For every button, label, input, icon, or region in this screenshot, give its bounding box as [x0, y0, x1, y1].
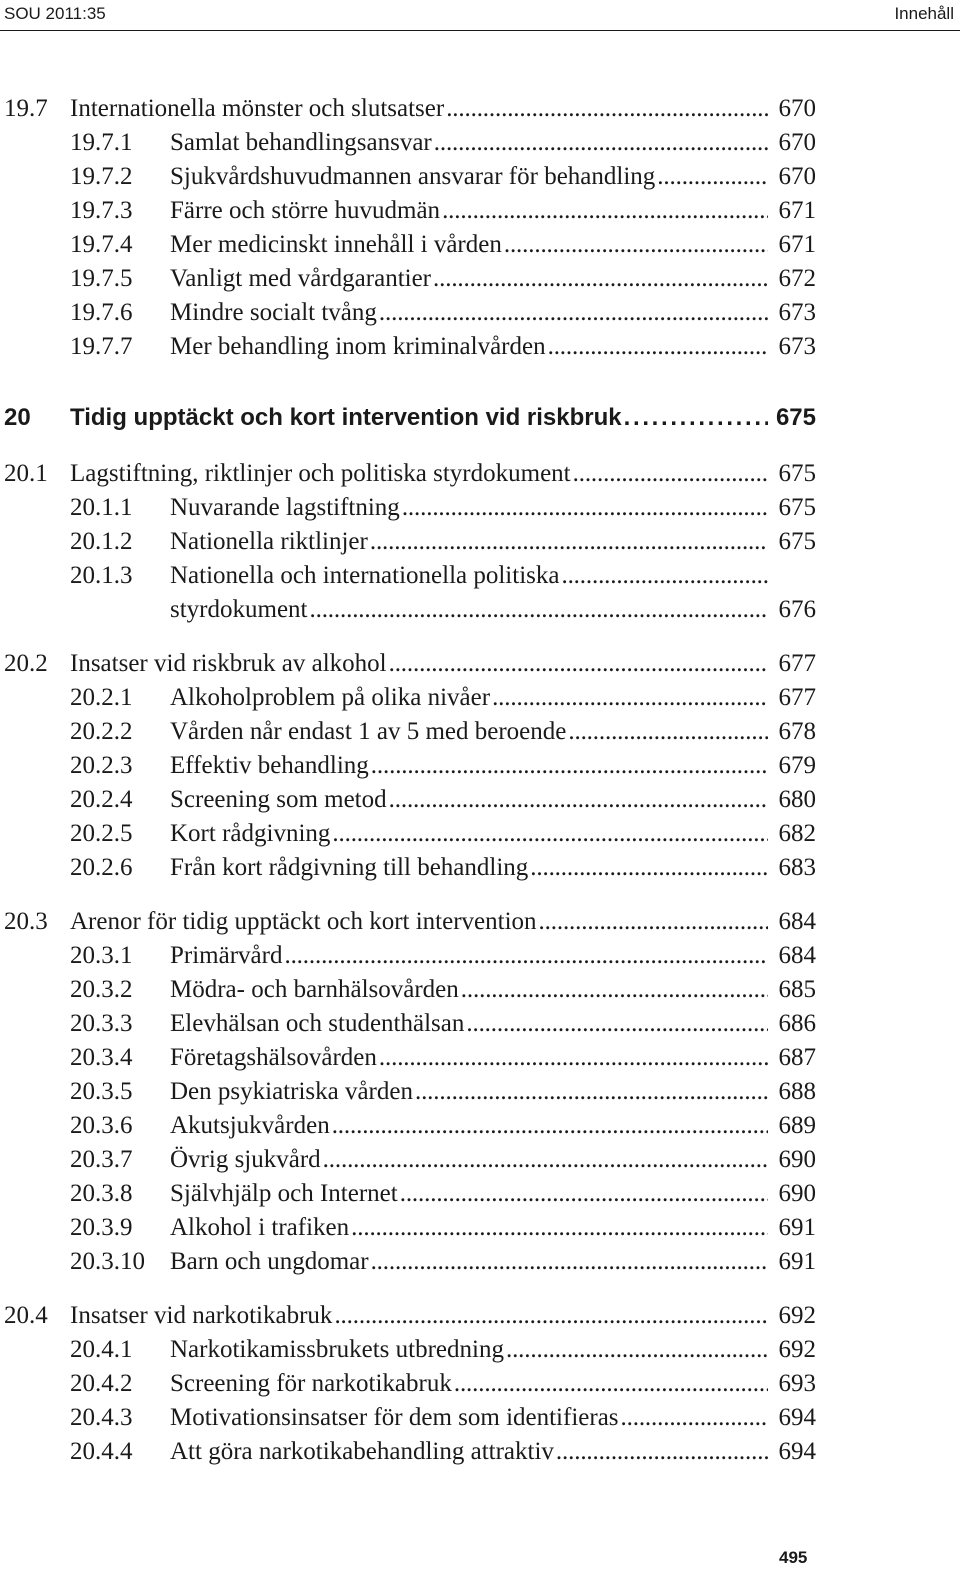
- toc-entry-title: Internationella mönster och slutsatser: [70, 95, 445, 122]
- toc-entry-number: 20.4: [4, 1302, 48, 1329]
- toc-entry-title: Självhjälp och Internet: [170, 1180, 398, 1207]
- toc-entry-number: 19.7.6: [70, 299, 133, 326]
- toc-entry: [0, 331, 816, 363]
- toc-entry-number: 20.4.3: [70, 1404, 133, 1431]
- toc-entry-line: [170, 526, 816, 558]
- toc-entry-line: [70, 1300, 816, 1332]
- toc-entry-number: 20.1.2: [70, 528, 133, 555]
- toc-entry-page: 675: [778, 494, 816, 521]
- toc-entry: [0, 784, 816, 816]
- toc-entry-line: [170, 1436, 816, 1468]
- toc-entry-number: 19.7.1: [70, 129, 133, 156]
- toc-entry-number: 20: [4, 404, 31, 431]
- dot-leader: [528, 852, 768, 884]
- toc-entry-number: 19.7.2: [70, 163, 133, 190]
- toc-entry-line: [170, 784, 816, 816]
- toc-entry: [0, 974, 816, 1006]
- toc-entry-number: 20.3.5: [70, 1078, 133, 1105]
- toc-entry-line: [170, 594, 816, 626]
- toc-entry: [0, 1402, 816, 1434]
- toc-entry-number: 20.3.10: [70, 1248, 145, 1275]
- toc-entry-line: [170, 1334, 816, 1366]
- toc-entry-page: 670: [778, 163, 816, 190]
- dot-leader: [502, 229, 768, 261]
- toc-entry: [0, 1076, 816, 1108]
- toc-entry-title: Att göra narkotikabehandling attraktiv: [170, 1438, 554, 1465]
- toc-entry-number: 20.4.4: [70, 1438, 133, 1465]
- toc-entry-line: [170, 750, 816, 782]
- toc-entry-title: Från kort rådgivning till behandling: [170, 854, 529, 881]
- toc-entry-line: [170, 852, 816, 884]
- dot-leader: [369, 1246, 768, 1278]
- toc-entry-page: 671: [778, 231, 816, 258]
- toc-entry-page: 688: [778, 1078, 816, 1105]
- toc-entry-number: 19.7.3: [70, 197, 133, 224]
- toc-entry-title: Företagshälsovården: [170, 1044, 377, 1071]
- toc-entry-line: [170, 560, 816, 592]
- toc-entry-number: 20.3.4: [70, 1044, 133, 1071]
- toc-entry-title: Mer behandling inom kriminalvården: [170, 333, 546, 360]
- toc-entry-page: 673: [778, 333, 816, 360]
- toc-entry-line: [70, 458, 816, 490]
- dot-leader: [490, 682, 768, 714]
- toc-entry-number: 20.2.3: [70, 752, 133, 779]
- toc-entry-title: Effektiv behandling: [170, 752, 369, 779]
- toc-entry-page: 686: [778, 1010, 816, 1037]
- dot-leader: [452, 1368, 768, 1400]
- dot-leader: [440, 195, 768, 227]
- dot-leader: [332, 1300, 768, 1332]
- toc-entry: [0, 906, 816, 938]
- toc-entry-page: 684: [778, 908, 816, 935]
- toc-entry-title: Samlat behandlingsansvar: [170, 129, 432, 156]
- toc-entry-number: 20.1.1: [70, 494, 133, 521]
- toc-entry-number: 20.3.7: [70, 1146, 133, 1173]
- dot-leader: [566, 716, 768, 748]
- toc-entry-number: 20.3: [4, 908, 48, 935]
- toc-entry-line: [170, 940, 816, 972]
- toc-entry-line: [170, 1076, 816, 1108]
- toc-entry-line: [170, 1368, 816, 1400]
- toc-entry: [0, 127, 816, 159]
- toc-entry: [0, 648, 816, 680]
- dot-leader: [546, 331, 768, 363]
- toc-entry-page: 680: [778, 786, 816, 813]
- report-id: SOU 2011:35: [4, 4, 106, 23]
- toc-entry-title: Screening som metod: [170, 786, 387, 813]
- dot-leader: [400, 492, 768, 524]
- toc-entry-title: Nuvarande lagstiftning: [170, 494, 400, 521]
- toc-entry-page: 691: [778, 1248, 816, 1275]
- page-number: 495: [779, 1548, 808, 1567]
- toc-entry-line: [170, 263, 816, 295]
- dot-leader: [619, 1402, 768, 1434]
- dot-leader: [398, 1178, 768, 1210]
- toc-entry-line: [170, 1246, 816, 1278]
- dot-leader: [537, 906, 768, 938]
- toc-entry-title: Barn och ungdomar: [170, 1248, 369, 1275]
- toc-entry-page: 690: [778, 1180, 816, 1207]
- toc-entry-title: Mer medicinskt innehåll i vården: [170, 231, 502, 258]
- toc-entry-page: 694: [778, 1438, 816, 1465]
- toc-entry-number: 20.3.9: [70, 1214, 133, 1241]
- toc-entry-number: 20.1: [4, 460, 48, 487]
- toc-entry-number: 20.3.6: [70, 1112, 133, 1139]
- toc-entry-number: 20.2.1: [70, 684, 133, 711]
- toc-entry-title: Akutsjukvården: [170, 1112, 330, 1139]
- toc-entry-title: Mindre socialt tvång: [170, 299, 377, 326]
- toc-entry-line: [170, 1008, 816, 1040]
- toc-entry-line: [170, 492, 816, 524]
- dot-leader: [387, 784, 768, 816]
- toc-entry-line: [170, 1110, 816, 1142]
- dot-leader: [432, 127, 768, 159]
- toc-entry-page: 692: [778, 1302, 816, 1329]
- toc-entry: [0, 852, 816, 884]
- toc-entry-number: 19.7.5: [70, 265, 133, 292]
- dot-leader: [330, 818, 768, 850]
- toc-entry-line: [170, 331, 816, 363]
- toc-entry-page: 677: [778, 684, 816, 711]
- toc-entry-line: [70, 648, 816, 680]
- toc-entry: [0, 458, 816, 490]
- toc-entry-title: Övrig sjukvård: [170, 1146, 321, 1173]
- toc-entry-number: 19.7: [4, 95, 48, 122]
- toc-entry-page: 682: [778, 820, 816, 847]
- toc-entry-page: 672: [778, 265, 816, 292]
- toc-entry-page: 676: [778, 596, 816, 623]
- dot-leader: [413, 1076, 768, 1108]
- toc-entry-title: Arenor för tidig upptäckt och kort intervention: [70, 908, 537, 935]
- toc-entry-number: 20.3.2: [70, 976, 133, 1003]
- toc-entry-page: 687: [778, 1044, 816, 1071]
- toc-entry: [0, 1246, 816, 1278]
- toc-entry-title: Vården når endast 1 av 5 med beroende: [170, 718, 567, 745]
- section-name: Innehåll: [894, 4, 954, 23]
- toc-entry-title: Kort rådgivning: [170, 820, 331, 847]
- toc-entry-number: 20.3.3: [70, 1010, 133, 1037]
- toc-entry-line: [70, 402, 816, 434]
- toc-entry-title: Primärvård: [170, 942, 283, 969]
- toc-entry: [0, 1368, 816, 1400]
- toc-entry: [0, 716, 816, 748]
- toc-entry-number: 20.1.3: [70, 562, 133, 589]
- toc-entry-page: 678: [778, 718, 816, 745]
- dot-leader: [387, 648, 768, 680]
- toc-entry: [0, 492, 816, 524]
- dot-leader: [368, 526, 768, 558]
- toc-entry-page: 675: [778, 460, 816, 487]
- toc-entry-page: 675: [778, 528, 816, 555]
- dot-leader: [504, 1334, 768, 1366]
- toc-entry-title: Sjukvårdshuvudmannen ansvarar för behandling: [170, 163, 656, 190]
- toc-entry-title: Motivationsinsatser för dem som identifieras: [170, 1404, 619, 1431]
- toc-entry-line: [170, 127, 816, 159]
- toc-entry: [0, 263, 816, 295]
- toc-entry-title: Färre och större huvudmän: [170, 197, 441, 224]
- toc-entry: [0, 1334, 816, 1366]
- toc-entry-line: [170, 229, 816, 261]
- toc-chapter-entry: [0, 402, 816, 434]
- dot-leader: [321, 1144, 768, 1176]
- toc-entry-page: 670: [778, 95, 816, 122]
- toc-entry-line: [170, 161, 816, 193]
- dot-leader: [554, 1436, 768, 1468]
- dot-leader: [282, 940, 768, 972]
- toc-entry-title: Narkotikamissbrukets utbredning: [170, 1336, 504, 1363]
- toc-entry: [0, 1178, 816, 1210]
- toc-entry-line: [170, 1402, 816, 1434]
- toc-entry-number: 19.7.4: [70, 231, 133, 258]
- toc-entry: [0, 1300, 816, 1332]
- toc-entry: [0, 526, 816, 558]
- toc-entry-title: Elevhälsan och studenthälsan: [170, 1010, 465, 1037]
- toc-entry-title: Screening för narkotikabruk: [170, 1370, 452, 1397]
- toc-entry-number: 19.7.7: [70, 333, 133, 360]
- toc-entry-number: 20.2.4: [70, 786, 133, 813]
- toc-entry: [0, 161, 816, 193]
- dot-leader: [377, 297, 768, 329]
- toc-entry-title: Nationella riktlinjer: [170, 528, 368, 555]
- dot-leader: [444, 93, 768, 125]
- dot-leader: [377, 1042, 768, 1074]
- toc-entry-line: [70, 93, 816, 125]
- toc-entry-line: [170, 297, 816, 329]
- toc-entry-line: [170, 195, 816, 227]
- toc-entry: [0, 1110, 816, 1142]
- toc-entry: [0, 1042, 816, 1074]
- toc-entry: [0, 195, 816, 227]
- dot-leader: [369, 750, 768, 782]
- dot-leader: [330, 1110, 768, 1142]
- toc-entry-number: 20.2: [4, 650, 48, 677]
- toc-entry: [0, 560, 816, 592]
- dot-leader: [349, 1212, 768, 1244]
- toc-entry-page: 689: [778, 1112, 816, 1139]
- toc-entry-page: 677: [778, 650, 816, 677]
- toc-entry: [0, 750, 816, 782]
- toc-entry: [0, 1144, 816, 1176]
- toc-entry-page: 690: [778, 1146, 816, 1173]
- toc-entry-page: 683: [778, 854, 816, 881]
- toc-entry-page: 675: [775, 404, 816, 431]
- toc-entry-page: 671: [778, 197, 816, 224]
- toc-entry-page: 692: [778, 1336, 816, 1363]
- toc-entry-page: 694: [778, 1404, 816, 1431]
- toc-entry-title: Den psykiatriska vården: [170, 1078, 413, 1105]
- dot-leader: [655, 161, 768, 193]
- toc-entry-line: [170, 716, 816, 748]
- toc-entry-page: 684: [778, 942, 816, 969]
- toc-entry-line: [170, 1042, 816, 1074]
- toc-entry-number: 20.4.1: [70, 1336, 133, 1363]
- dot-leader: [431, 263, 768, 295]
- toc-entry: [0, 1008, 816, 1040]
- toc-entry-page: 673: [778, 299, 816, 326]
- toc-entry-title: Alkohol i trafiken: [170, 1214, 350, 1241]
- toc-entry-line: [170, 1144, 816, 1176]
- toc-entry-line: [170, 1212, 816, 1244]
- toc-entry-title: Insatser vid narkotikabruk: [70, 1302, 333, 1329]
- dot-leader: [459, 974, 768, 1006]
- toc-entry-title: styrdokument: [170, 596, 308, 623]
- dot-leader: [622, 402, 768, 434]
- toc-entry-title: Nationella och internationella politiska: [170, 562, 560, 589]
- toc-entry: [0, 1212, 816, 1244]
- dot-leader: [571, 458, 768, 490]
- toc-entry-number: 20.2.6: [70, 854, 133, 881]
- toc-entry-line: [170, 818, 816, 850]
- toc-entry-title: Mödra- och barnhälsovården: [170, 976, 459, 1003]
- dot-leader: [559, 560, 768, 592]
- toc-entry-page: 670: [778, 129, 816, 156]
- toc-entry-page: 679: [778, 752, 816, 779]
- toc-entry-title: Tidig upptäckt och kort intervention vid riskbruk: [70, 404, 622, 431]
- toc-entry-title: Insatser vid riskbruk av alkohol: [70, 650, 387, 677]
- dot-leader: [464, 1008, 768, 1040]
- toc-entry: [0, 229, 816, 261]
- toc-entry-line: [170, 1178, 816, 1210]
- toc-entry-line: [70, 906, 816, 938]
- toc-entry-line: [170, 682, 816, 714]
- toc-entry-page: 693: [778, 1370, 816, 1397]
- toc-entry-number: 20.2.2: [70, 718, 133, 745]
- toc-entry-number: 20.2.5: [70, 820, 133, 847]
- toc-entry-line: [170, 974, 816, 1006]
- toc-entry-page: 685: [778, 976, 816, 1003]
- toc-entry-title: Vanligt med vårdgarantier: [170, 265, 432, 292]
- toc-entry-number: 20.3.8: [70, 1180, 133, 1207]
- toc-entry: [0, 594, 816, 626]
- toc-entry-page: 691: [778, 1214, 816, 1241]
- toc-entry-title: Alkoholproblem på olika nivåer: [170, 684, 491, 711]
- toc-entry: [0, 940, 816, 972]
- toc-entry-title: Lagstiftning, riktlinjer och politiska styrdokument: [70, 460, 571, 487]
- dot-leader: [308, 594, 769, 626]
- toc-entry: [0, 93, 816, 125]
- toc-entry: [0, 682, 816, 714]
- toc-entry: [0, 297, 816, 329]
- toc-entry-number: 20.3.1: [70, 942, 133, 969]
- toc-entry-page: [768, 560, 816, 592]
- toc-entry: [0, 1436, 816, 1468]
- toc-entry: [0, 818, 816, 850]
- toc-entry-number: 20.4.2: [70, 1370, 133, 1397]
